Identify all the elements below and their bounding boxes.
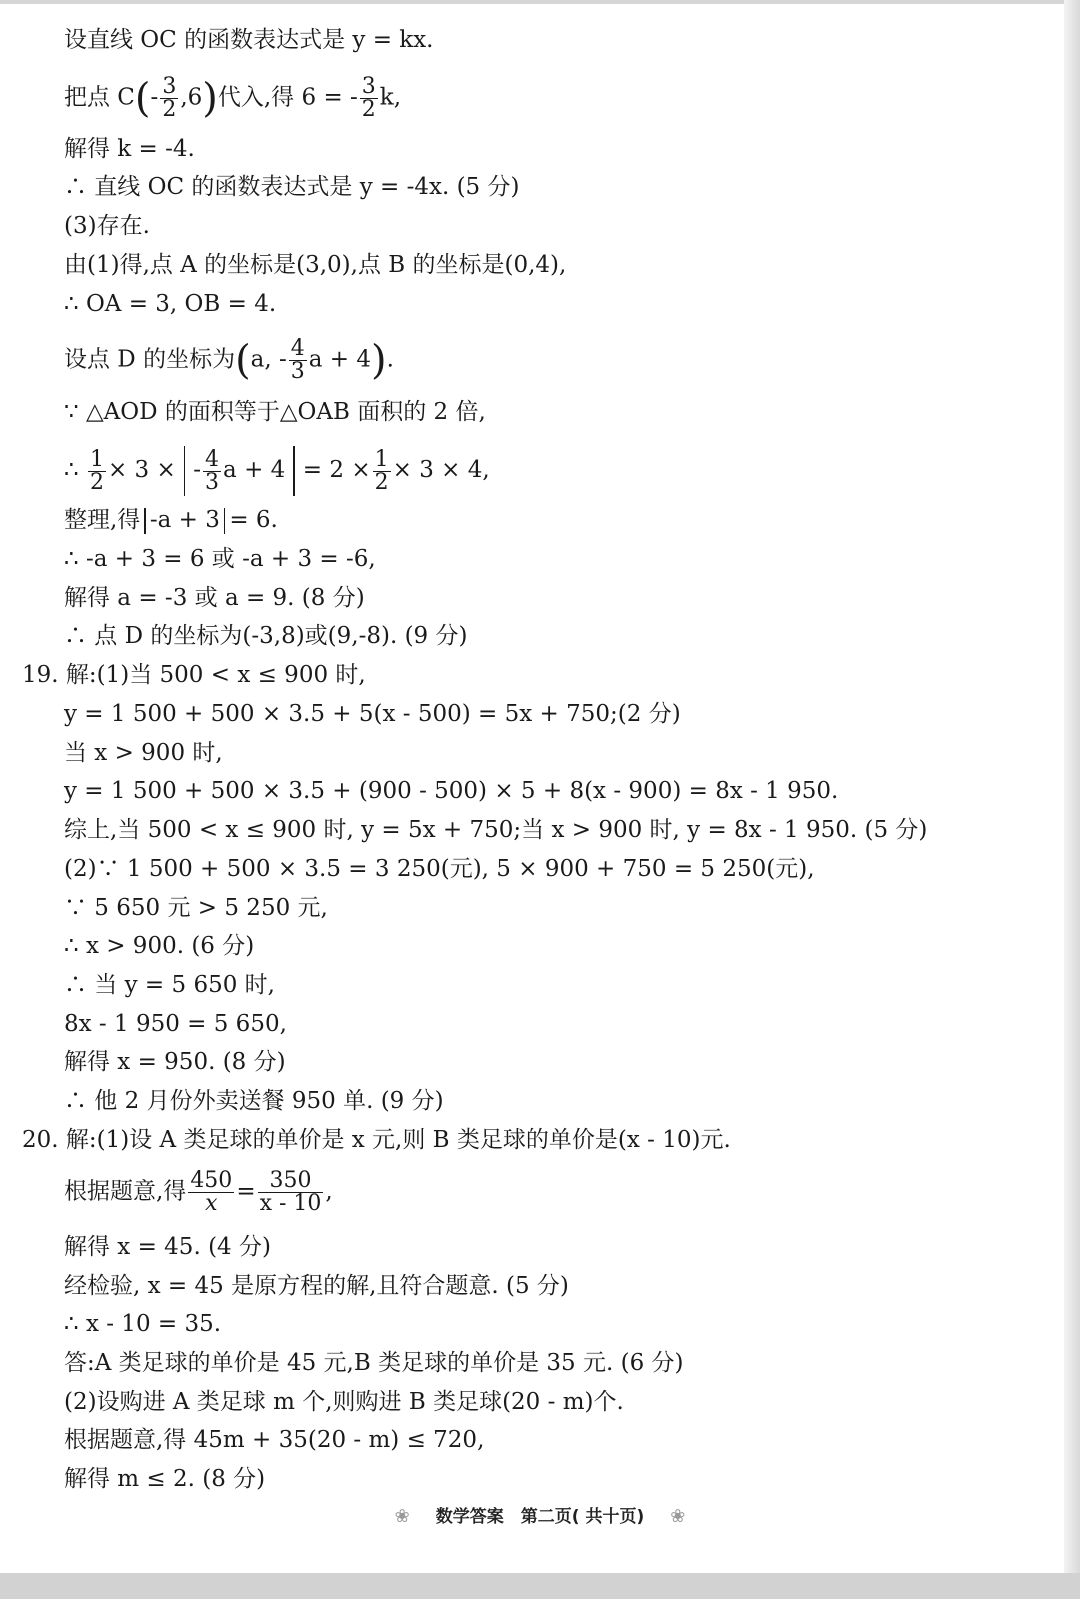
text-line: 解得 x = 950. (8 分) (64, 1049, 286, 1075)
footer-label: 数学答案 第二页( 共十页) (435, 1507, 645, 1527)
text-segment: = 6. (229, 507, 278, 533)
fraction-numerator: 4 (205, 446, 220, 472)
question-heading: 20. 解:(1)设 A 类足球的单价是 x 元,则 B 类足球的单价是(x - 10)元. (22, 1127, 731, 1153)
fraction-denominator: 2 (361, 97, 376, 122)
absolute-value-bar (184, 446, 186, 496)
text-segment: = 2 × (302, 457, 371, 483)
fraction-numerator: 1 (89, 446, 104, 472)
page-bottom-edge (0, 1573, 1080, 1599)
text-segment: 设点 D 的坐标为 (64, 346, 236, 373)
text-segment: × 3 × (107, 457, 176, 483)
text-line: ∴ x - 10 = 35. (64, 1311, 222, 1337)
left-paren: ( (134, 75, 151, 122)
fraction-denominator: x (188, 1192, 234, 1215)
text-segment: - (150, 84, 159, 111)
fraction (203, 446, 221, 495)
text-line: 当 x > 900 时, (64, 740, 223, 766)
fraction (188, 1170, 234, 1215)
right-paren: ) (371, 337, 387, 384)
fraction (160, 76, 178, 121)
text-segment: , (325, 1178, 333, 1205)
text-line: (2)设购进 A 类足球 m 个,则购进 B 类足球(20 - m)个. (64, 1389, 624, 1415)
text-line: ∴ -a + 3 = 6 或 -a + 3 = -6, (64, 546, 376, 572)
text-segment: 把点 C (64, 84, 135, 111)
fraction-denominator: 3 (290, 359, 305, 384)
text-line: ∴ 当 y = 5 650 时, (64, 972, 275, 998)
fraction (289, 338, 307, 383)
text-line-with-fractions (64, 1170, 333, 1215)
fraction-numerator: 3 (361, 74, 376, 99)
text-line: y = 1 500 + 500 × 3.5 + 5(x - 500) = 5x + 750;(2 分) (64, 701, 681, 727)
text-segment: a, - (250, 346, 287, 373)
text-segment: = (236, 1178, 256, 1205)
fraction-numerator: 1 (374, 446, 389, 472)
text-line: 由(1)得,点 A 的坐标是(3,0),点 B 的坐标是(0,4), (64, 252, 567, 278)
fraction-denominator: 2 (162, 97, 177, 122)
text-segment: 整理,得 (64, 507, 141, 533)
text-segment: a + 4 (308, 346, 372, 373)
text-line: y = 1 500 + 500 × 3.5 + (900 - 500) × 5 + 8(x - 900) = 8x - 1 950. (64, 778, 839, 804)
fraction-numerator: 450 (190, 1168, 233, 1193)
text-segment: a + 4 (223, 457, 286, 483)
fraction-denominator: 2 (89, 469, 104, 495)
fraction (88, 446, 106, 495)
absolute-value-bar (144, 508, 146, 534)
text-segment: ,6 (180, 84, 203, 111)
text-line: ∴ x > 900. (6 分) (64, 933, 255, 959)
text-segment: -a + 3 (149, 507, 220, 533)
text-line: ∴ 点 D 的坐标为(-3,8)或(9,-8). (9 分) (64, 623, 468, 649)
text-line: ∴ 直线 OC 的函数表达式是 y = -4x. (5 分) (64, 174, 520, 200)
fraction (373, 446, 391, 495)
text-line-with-fractions (64, 338, 394, 383)
question-heading: 19. 解:(1)当 500 < x ≤ 900 时, (22, 662, 366, 688)
text-segment: ∴ (64, 457, 79, 483)
text-line: ∴ OA = 3, OB = 4. (64, 291, 277, 317)
fraction (360, 76, 378, 121)
text-line (64, 506, 278, 534)
text-line: (3)存在. (64, 213, 150, 239)
text-segment: 根据题意,得 (64, 1178, 187, 1205)
page-right-edge (1064, 0, 1080, 1599)
fraction-numerator: 4 (290, 336, 305, 361)
text-segment: k, (379, 84, 402, 111)
text-line: ∴ 他 2 月份外卖送餐 950 单. (9 分) (64, 1088, 444, 1114)
text-line: 解得 k = -4. (64, 136, 195, 162)
left-paren: ( (235, 337, 251, 384)
text-line: 答:A 类足球的单价是 45 元,B 类足球的单价是 35 元. (6 分) (64, 1350, 684, 1376)
fraction-numerator: 350 (269, 1168, 312, 1193)
text-line: 根据题意,得 45m + 35(20 - m) ≤ 720, (64, 1427, 485, 1453)
text-segment: - (193, 457, 202, 483)
text-line: 8x - 1 950 = 5 650, (64, 1011, 287, 1037)
right-paren: ) (202, 75, 218, 122)
text-line: ∵ 5 650 元 > 5 250 元, (64, 895, 328, 921)
flower-icon: ❀ (670, 1506, 686, 1527)
fraction-denominator: 3 (205, 469, 220, 495)
text-line: 解得 a = -3 或 a = 9. (8 分) (64, 585, 365, 611)
fraction-numerator: 3 (162, 74, 177, 99)
fraction (258, 1170, 324, 1215)
page-footer (0, 1502, 1080, 1527)
fraction-denominator: 2 (374, 469, 389, 495)
text-line-with-fractions (64, 76, 401, 121)
flower-icon: ❀ (394, 1506, 410, 1527)
text-line: 设直线 OC 的函数表达式是 y = kx. (64, 27, 434, 53)
text-segment: . (386, 346, 394, 373)
fraction-denominator: x - 10 (259, 1191, 322, 1216)
text-line-with-fractions (64, 446, 490, 496)
text-line: 解得 x = 45. (4 分) (64, 1234, 271, 1260)
absolute-value-bar (293, 446, 295, 496)
absolute-value-bar (224, 508, 226, 534)
text-line: 综上,当 500 < x ≤ 900 时, y = 5x + 750;当 x > 900 时, y = 8x - 1 950. (5 分) (64, 817, 928, 843)
text-line: 解得 m ≤ 2. (8 分) (64, 1466, 266, 1492)
text-segment: 代入,得 6 = - (217, 84, 358, 111)
page-top-edge (0, 0, 1080, 4)
text-line: ∵ △AOD 的面积等于△OAB 面积的 2 倍, (64, 399, 486, 425)
text-line: 经检验, x = 45 是原方程的解,且符合题意. (5 分) (64, 1273, 569, 1299)
text-line: (2)∵ 1 500 + 500 × 3.5 = 3 250(元), 5 × 900 + 750 = 5 250(元), (64, 856, 815, 882)
text-segment: × 3 × 4, (392, 457, 490, 483)
